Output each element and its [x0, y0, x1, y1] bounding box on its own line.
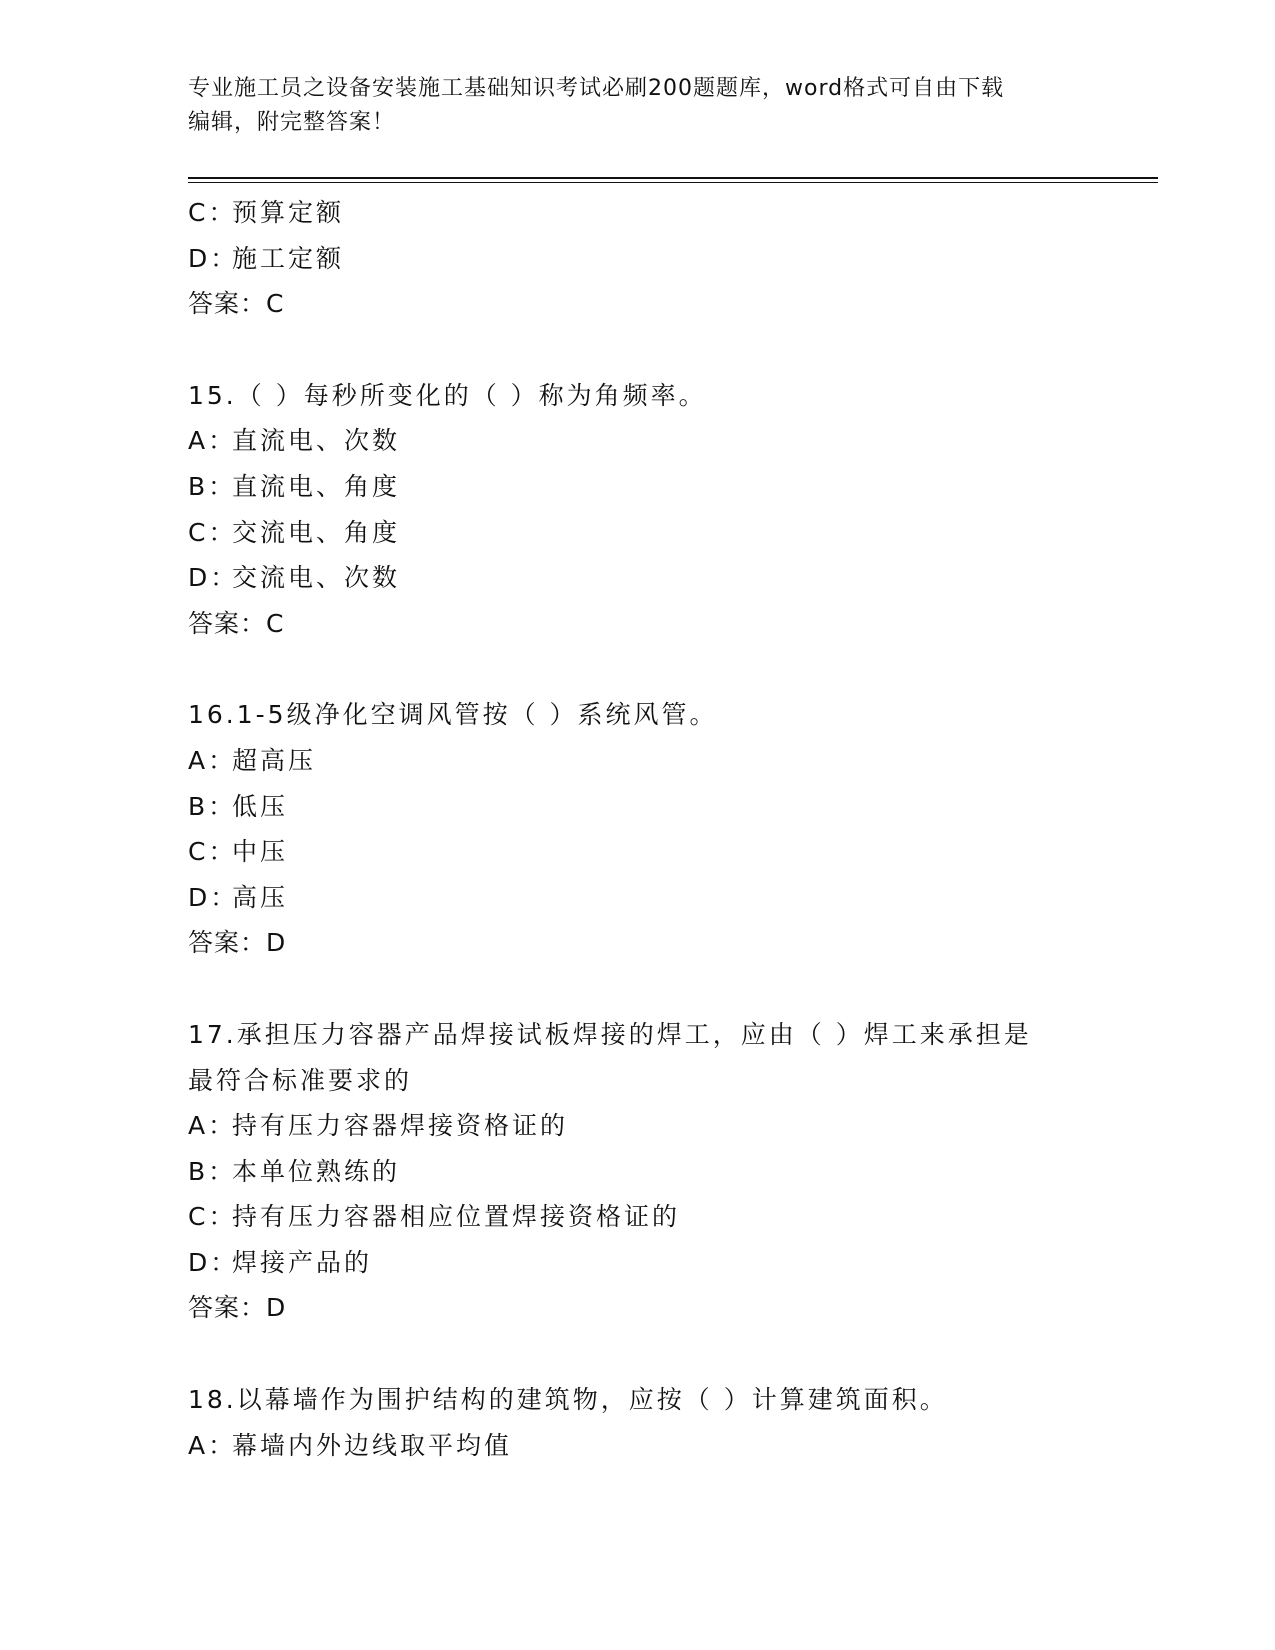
option-key: C： — [188, 1202, 237, 1232]
question-stem: 15.（ ）每秒所变化的（ ）称为角频率。 — [188, 380, 707, 410]
option-text: 高压 — [232, 882, 289, 912]
option-d — [188, 236, 1088, 282]
option-a — [188, 1423, 1088, 1469]
answer-line: 答案：C — [188, 608, 285, 638]
option-text: 持有压力容器相应位置焊接资格证的 — [232, 1202, 681, 1232]
header-line-1: 专业施工员之设备安装施工基础知识考试必刷200题题库，word格式可自由下载 — [188, 76, 1005, 101]
question-stem: 18.以幕墙作为围护结构的建筑物，应按（ ）计算建筑面积。 — [188, 1385, 948, 1415]
question-stem-line-1: 17.承担压力容器产品焊接试板焊接的焊工，应由（ ）焊工来承担是 — [188, 1019, 1032, 1049]
option-a — [188, 738, 1088, 784]
option-key: A： — [188, 1430, 237, 1460]
header-line-2: 编辑，附完整答案！ — [188, 110, 396, 135]
spacer — [188, 966, 1088, 1012]
option-text: 焊接产品的 — [232, 1247, 373, 1277]
spacer — [188, 1331, 1088, 1377]
option-c — [188, 510, 1088, 556]
option-c — [188, 829, 1088, 875]
option-key: C： — [188, 517, 237, 547]
option-text: 预算定额 — [232, 198, 345, 227]
option-text: 施工定额 — [232, 243, 345, 273]
document-header — [188, 72, 1088, 140]
option-b — [188, 784, 1088, 830]
option-c — [188, 190, 1088, 236]
option-text: 交流电、角度 — [232, 517, 401, 547]
answer-line: 答案：D — [188, 928, 287, 958]
option-d — [188, 875, 1088, 921]
option-key: B： — [188, 791, 237, 821]
question-list — [188, 190, 1088, 1468]
option-text: 交流电、次数 — [232, 563, 401, 593]
option-key: A： — [188, 1111, 237, 1141]
option-key: A： — [188, 745, 237, 775]
option-text: 持有压力容器焊接资格证的 — [232, 1111, 569, 1141]
option-key: D： — [188, 882, 239, 912]
option-a — [188, 1103, 1088, 1149]
option-text: 直流电、次数 — [232, 426, 401, 456]
option-text: 低压 — [232, 791, 289, 821]
option-text: 幕墙内外边线取平均值 — [232, 1430, 513, 1460]
option-d — [188, 1240, 1088, 1286]
header-divider-thin — [188, 182, 1158, 183]
option-text: 本单位熟练的 — [232, 1156, 401, 1186]
answer-line: 答案：C — [188, 289, 285, 319]
option-key: D： — [188, 243, 239, 273]
option-key: B： — [188, 471, 237, 501]
option-key: C： — [188, 198, 237, 227]
option-key: B： — [188, 1156, 237, 1186]
option-text: 超高压 — [232, 745, 317, 775]
option-text: 直流电、角度 — [232, 471, 401, 501]
question-stem: 16.1-5级净化空调风管按（ ）系统风管。 — [188, 700, 718, 730]
option-b — [188, 1149, 1088, 1195]
question-stem-line-2: 最符合标准要求的 — [188, 1065, 413, 1095]
option-text: 中压 — [232, 837, 289, 867]
option-c — [188, 1194, 1088, 1240]
option-key: D： — [188, 1247, 239, 1277]
option-key: A： — [188, 426, 237, 456]
answer-line: 答案：D — [188, 1293, 287, 1323]
header-divider-thick — [188, 177, 1158, 179]
option-b — [188, 464, 1088, 510]
option-d — [188, 555, 1088, 601]
spacer — [188, 646, 1088, 692]
option-key: D： — [188, 563, 239, 593]
option-key: C： — [188, 837, 237, 867]
spacer — [188, 327, 1088, 373]
option-a — [188, 418, 1088, 464]
